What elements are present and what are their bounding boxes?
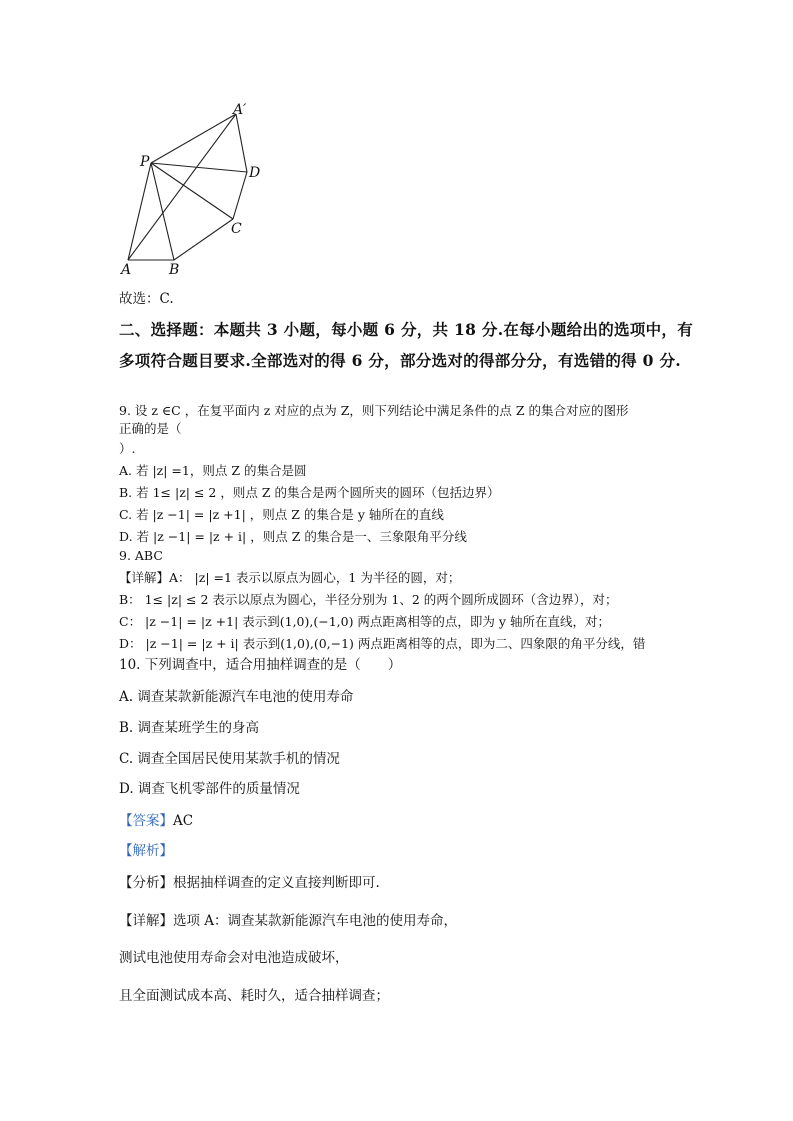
q10-detail-line1: 选项 A：调查某款新能源汽车电池的使用寿命， xyxy=(173,913,458,929)
q10-answer-tag: 【答案】 xyxy=(119,813,173,829)
q10-detail-line3: 且全面测试成本高、耗时久，适合抽样调查； xyxy=(119,988,389,1004)
segment-PC xyxy=(151,163,233,219)
q9-option-c: C. 若 |z −1| = |z +1| ，则点 Z 的集合是 y 轴所在的直线 xyxy=(119,507,444,522)
q9-detail-c: C： |z −1| = |z +1| 表示到(1,0),(−1,0) 两点距离相等的点，即为 y 轴所在直线，对； xyxy=(119,614,610,629)
q10-option-d: D. 调查飞机零部件的质量情况 xyxy=(119,781,300,797)
q10-analysis-tag: 【解析】 xyxy=(119,843,173,859)
label-D: D xyxy=(249,165,261,181)
q10-detail-line2: 测试电池使用寿命会对电池造成破坏， xyxy=(119,950,349,966)
segment-AA-prime xyxy=(128,114,236,260)
q10-answer: AC xyxy=(173,813,194,829)
q9-stem-line3: ）. xyxy=(119,441,136,456)
q10-analysis-row xyxy=(119,842,173,860)
segment-DA-prime xyxy=(236,114,247,172)
segment-PA-prime xyxy=(151,114,236,163)
q10-detail-tag: 【详解】 xyxy=(119,913,173,929)
q9-answer: 9. ABC xyxy=(119,548,163,563)
label-P: P xyxy=(140,154,150,170)
q10-option-a: A. 调查某款新能源汽车电池的使用寿命 xyxy=(119,689,354,705)
q9-detail-b: B： 1≤ |z| ≤ 2 表示以原点为圆心，半径分别为 1、2 的两个圆所成圆环（含边界），对； xyxy=(119,592,618,607)
q9-option-b: B. 若 1≤ |z| ≤ 2 ，则点 Z 的集合是两个圆所夹的圆环（包括边界） xyxy=(119,485,500,500)
segment-PB xyxy=(151,163,174,260)
label-C: C xyxy=(231,221,242,237)
q10-fenxi-text: 根据抽样调查的定义直接判断即可. xyxy=(173,875,380,891)
q9-detail-tag: 【详解】 xyxy=(119,570,170,585)
label-A: A xyxy=(121,262,132,278)
geometry-figure xyxy=(118,100,268,278)
label-B: B xyxy=(169,262,180,278)
q10-option-b: B. 调查某班学生的身高 xyxy=(119,720,260,736)
q10-stem: 10. 下列调查中，适合用抽样调查的是（ ） xyxy=(119,657,402,673)
section-heading-line2: 多项符合题目要求.全部选对的得 6 分，部分选对的得部分分，有选错的得 0 分. xyxy=(119,351,681,370)
segment-BC xyxy=(174,219,233,260)
q9-detail-a xyxy=(119,569,460,587)
q9-option-a: A. 若 |z| =1，则点 Z 的集合是圆 xyxy=(119,463,307,478)
q10-detail-row xyxy=(119,912,457,930)
segment-PA xyxy=(128,163,151,260)
q9-option-d: D. 若 |z −1| = |z + i| ，则点 Z 的集合是一、三象限角平分线 xyxy=(119,529,467,544)
q10-fenxi-tag: 【分析】 xyxy=(119,875,173,891)
q10-fenxi-row xyxy=(119,874,380,892)
q9-stem-line2: 正确的是（ xyxy=(119,421,182,436)
answer-note: 故选：C. xyxy=(119,291,174,307)
q10-option-c: C. 调查全国居民使用某款手机的情况 xyxy=(119,751,340,767)
q10-answer-row xyxy=(119,812,193,830)
section-heading-line1: 二、选择题：本题共 3 小题，每小题 6 分，共 18 分.在每小题给出的选项中，有 xyxy=(119,320,694,339)
q9-detail-d: D： |z −1| = |z + i| 表示到(1,0),(0,−1) 两点距离相等的点，即为二、四象限的角平分线，错 xyxy=(119,636,646,651)
q9-stem-line1: 9. 设 z ∈C ，在复平面内 z 对应的点为 Z，则下列结论中满足条件的点 Z 的集合对应的图形 xyxy=(119,403,629,418)
label-A-prime: A′ xyxy=(233,102,247,118)
q9-detail-a-text: A： |z| =1 表示以原点为圆心，1 为半径的圆，对； xyxy=(169,570,461,585)
segment-CD xyxy=(233,172,247,219)
